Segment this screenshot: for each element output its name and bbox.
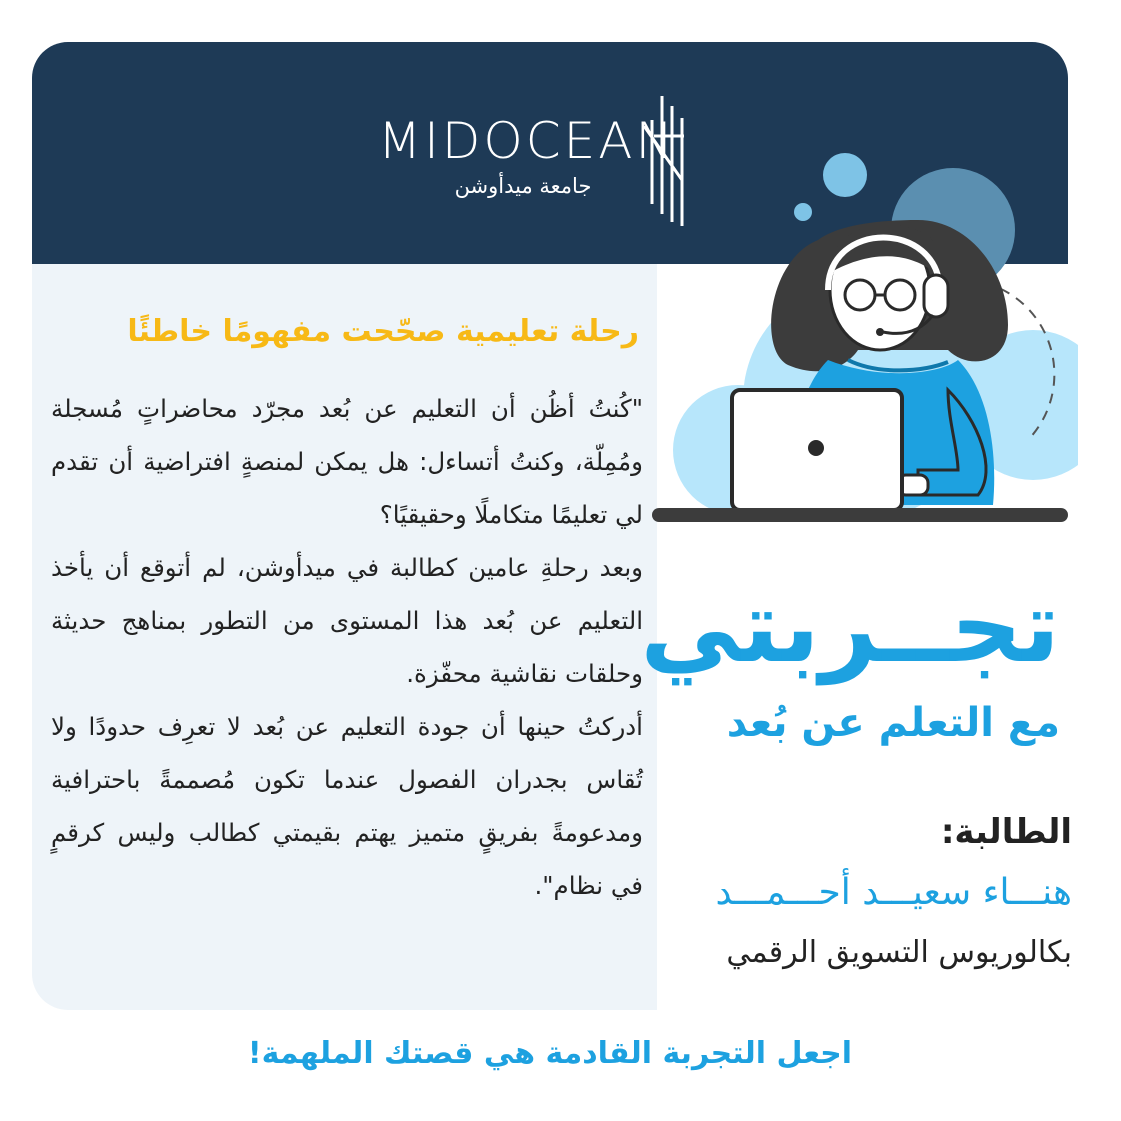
hero-title: تجــربتي bbox=[640, 568, 1060, 685]
student-name: هنـــاء سعيـــد أحـــمـــد bbox=[715, 872, 1072, 913]
testimonial-paragraph: أدركتُ حينها أن جودة التعليم عن بُعد لا تعرِف حدودًا ولا تُقاس بجدران الفصول عندما تكون مُصممةً باحترافية ومدعومةً بفريقٍ متميز يهتم بقيمتي كطالب وليس كرقمٍ في نظام". bbox=[51, 712, 643, 900]
footer-call-to-action: اجعل التجربة القادمة هي قصتك الملهمة! bbox=[247, 1036, 853, 1071]
student-laptop-illustration-icon bbox=[648, 150, 1078, 530]
testimonial-text bbox=[51, 382, 643, 912]
testimonial-paragraph: "كُنتُ أظُن أن التعليم عن بُعد مجرّد محاضراتٍ مُسجلة ومُمِلّة، وكنتُ أتساءل: هل يمكن لمنصةٍ افتراضية أن تقدم لي تعليمًا متكاملًا وحقيقيًا؟ bbox=[51, 394, 643, 529]
testimonial-panel bbox=[32, 264, 657, 1010]
logo-text-ar: جامعة ميدأوشن bbox=[454, 174, 592, 198]
testimonial-paragraph: وبعد رحلةِ عامين كطالبة في ميدأوشن، لم أتوقع أن يأخذ التعليم عن بُعد هذا المستوى من التطور بمناهج حديثة وحلقات نقاشية محفّزة. bbox=[51, 553, 643, 688]
logo-text-en: MIDOCEAN bbox=[378, 112, 676, 170]
panel-title: رحلة تعليمية صحّحت مفهومًا خاطئًا bbox=[127, 314, 639, 349]
student-label: الطالبة: bbox=[940, 812, 1072, 852]
hero-subtitle: مع التعلم عن بُعد bbox=[726, 700, 1060, 746]
student-degree: بكالوريوس التسويق الرقمي bbox=[726, 935, 1072, 970]
